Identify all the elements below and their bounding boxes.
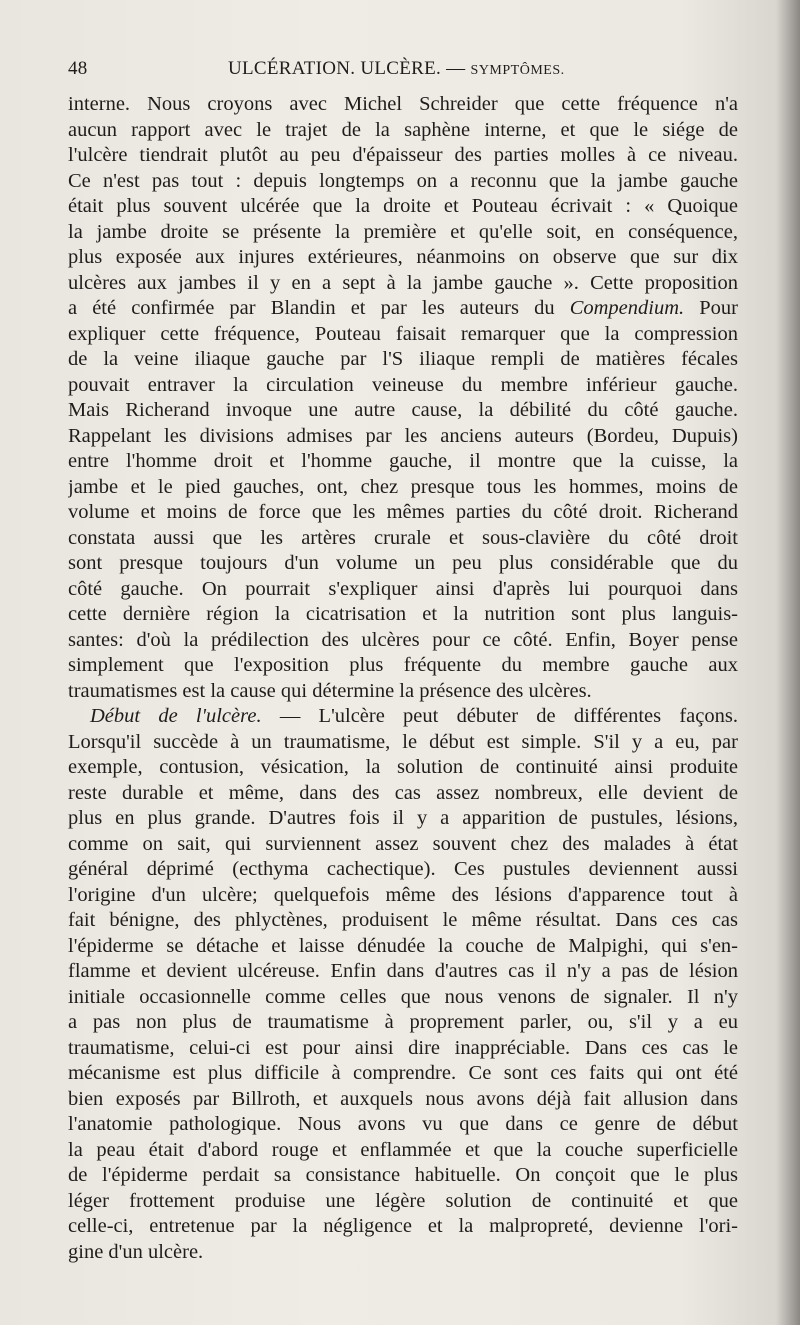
text-line: de l'épiderme perdait sa consistance habituelle. On conçoit que le plus: [68, 1164, 738, 1186]
text-line: gine d'un ulcère.: [68, 1240, 204, 1263]
text-line: l'épiderme se détache et laisse dénudée la couche de Malpighi, qui s'en-: [68, 934, 738, 957]
text-line: volume et moins de force que les mêmes parties du côté droit. Richerand: [68, 501, 738, 523]
text-line: l'ulcère tiendrait plutôt au peu d'épaisseur des parties molles à ce niveau.: [68, 144, 738, 166]
text-line-compendium: [68, 296, 738, 322]
text-line: de la veine iliaque gauche par l'S iliaque rempli de matières fécales: [68, 348, 738, 370]
text-line: sont presque toujours d'un volume un peu plus considérable que du: [68, 552, 738, 574]
text-line: traumatisme, celui-ci est pour ainsi dire inappréciable. Dans ces cas le: [68, 1036, 738, 1059]
text-line: traumatismes est la cause qui détermine la présence des ulcères.: [68, 679, 592, 702]
text-line: la jambe droite se présente la première et qu'elle soit, en conséquence,: [68, 220, 738, 243]
text-line: l'anatomie pathologique. Nous avons vu que dans ce genre de début: [68, 1113, 738, 1135]
text-line-part: a été confirmée par Blandin et par les auteurs du: [68, 297, 555, 319]
text-line: comme on sait, qui surviennent assez souvent chez des malades à état: [68, 832, 738, 855]
text-line: constata aussi que les artères crurale et sous-clavière du côté droit: [68, 526, 738, 549]
running-title-main: ULCÉRATION. ULCÈRE. —: [228, 58, 466, 79]
text-line: jambe et le pied gauches, ont, chez presque tous les hommes, moins de: [68, 475, 738, 498]
text-line: expliquer cette fréquence, Pouteau faisait remarquer que la compression: [68, 322, 738, 345]
text-line: côté gauche. On pourrait s'expliquer ainsi d'après lui pourquoi dans: [68, 577, 738, 600]
text-line: reste durable et même, dans des cas assez nombreux, elle devient de: [68, 781, 738, 804]
text-line: a pas non plus de traumatisme à proprement parler, ou, s'il y a eu: [68, 1011, 738, 1033]
text-line: était plus souvent ulcérée que la droite et Pouteau écrivait : « Quoique: [68, 195, 738, 217]
text-line: plus exposée aux injures extérieures, néanmoins on observe que sur dix: [68, 246, 738, 268]
text-line: pouvait entraver la circulation veineuse du membre inférieur gauche.: [68, 373, 738, 396]
text-line-part: — L'ulcère peut débuter de différentes façons.: [279, 705, 738, 727]
text-line: bien exposés par Billroth, et auxquels nous avons déjà fait allusion dans: [68, 1087, 738, 1110]
text-line: aucun rapport avec le trajet de la saphène interne, et que le siége de: [68, 118, 738, 141]
text-line: général déprimé (ecthyma cachectique). Ces pustules deviennent aussi: [68, 858, 738, 880]
text-line: celle-ci, entretenue par la négligence et la malpropreté, devienne l'ori-: [68, 1215, 738, 1237]
text-line: Rappelant les divisions admises par les anciens auteurs (Bordeu, Dupuis): [68, 424, 738, 447]
running-title: [228, 58, 565, 80]
body-text: [68, 92, 738, 1265]
text-line: Ce n'est pas tout : depuis longtemps on a reconnu que la jambe gauche: [68, 169, 738, 192]
text-line: santes: d'où la prédilection des ulcères pour ce côté. Enfin, Boyer pense: [68, 628, 738, 651]
text-line: Lorsqu'il succède à un traumatisme, le début est simple. S'il y a eu, par: [68, 730, 738, 753]
text-line: l'origine d'un ulcère; quelquefois même des lésions d'apparence tout à: [68, 883, 738, 906]
text-line: flamme et devient ulcéreuse. Enfin dans d'autres cas il n'y a pas de lésion: [68, 960, 738, 982]
text-line: Mais Richerand invoque une autre cause, la débilité du côté gauche.: [68, 399, 738, 421]
text-line: interne. Nous croyons avec Michel Schreider que cette fréquence n'a: [68, 93, 738, 115]
text-line: léger frottement produise une légère solution de continuité et que: [68, 1189, 738, 1212]
text-line: plus en plus grande. D'autres fois il y a apparition de pustules, lésions,: [68, 807, 738, 829]
text-line: ulcères aux jambes il y en a sept à la jambe gauche ». Cette proposition: [68, 271, 738, 294]
text-line: entre l'homme droit et l'homme gauche, il montre que la cuisse, la: [68, 450, 738, 472]
page-number: 48: [68, 58, 88, 79]
running-title-section: SYMPTÔMES.: [470, 63, 565, 78]
text-line: exemple, contusion, vésication, la solution de continuité ainsi produite: [68, 756, 738, 778]
section-heading: Début de l'ulcère.: [90, 705, 262, 727]
text-line: initiale occasionnelle comme celles que nous venons de signaler. Il n'y: [68, 985, 738, 1008]
text-line-part: Pour: [699, 297, 738, 319]
text-line: mécanisme est plus difficile à comprendre. Ce sont ces faits qui ont été: [68, 1062, 738, 1084]
text-line: cette dernière région la cicatrisation et la nutrition sont plus languis-: [68, 603, 738, 625]
text-line: fait bénigne, des phlyctènes, produisent le même résultat. Dans ces cas: [68, 909, 738, 931]
section-heading-line: [68, 704, 738, 730]
running-header: [68, 58, 738, 90]
text-line: simplement que l'exposition plus fréquente du membre gauche aux: [68, 654, 738, 676]
compendium-title: Compendium.: [569, 297, 685, 319]
text-line: la peau était d'abord rouge et enflammée et que la couche superficielle: [68, 1138, 738, 1161]
